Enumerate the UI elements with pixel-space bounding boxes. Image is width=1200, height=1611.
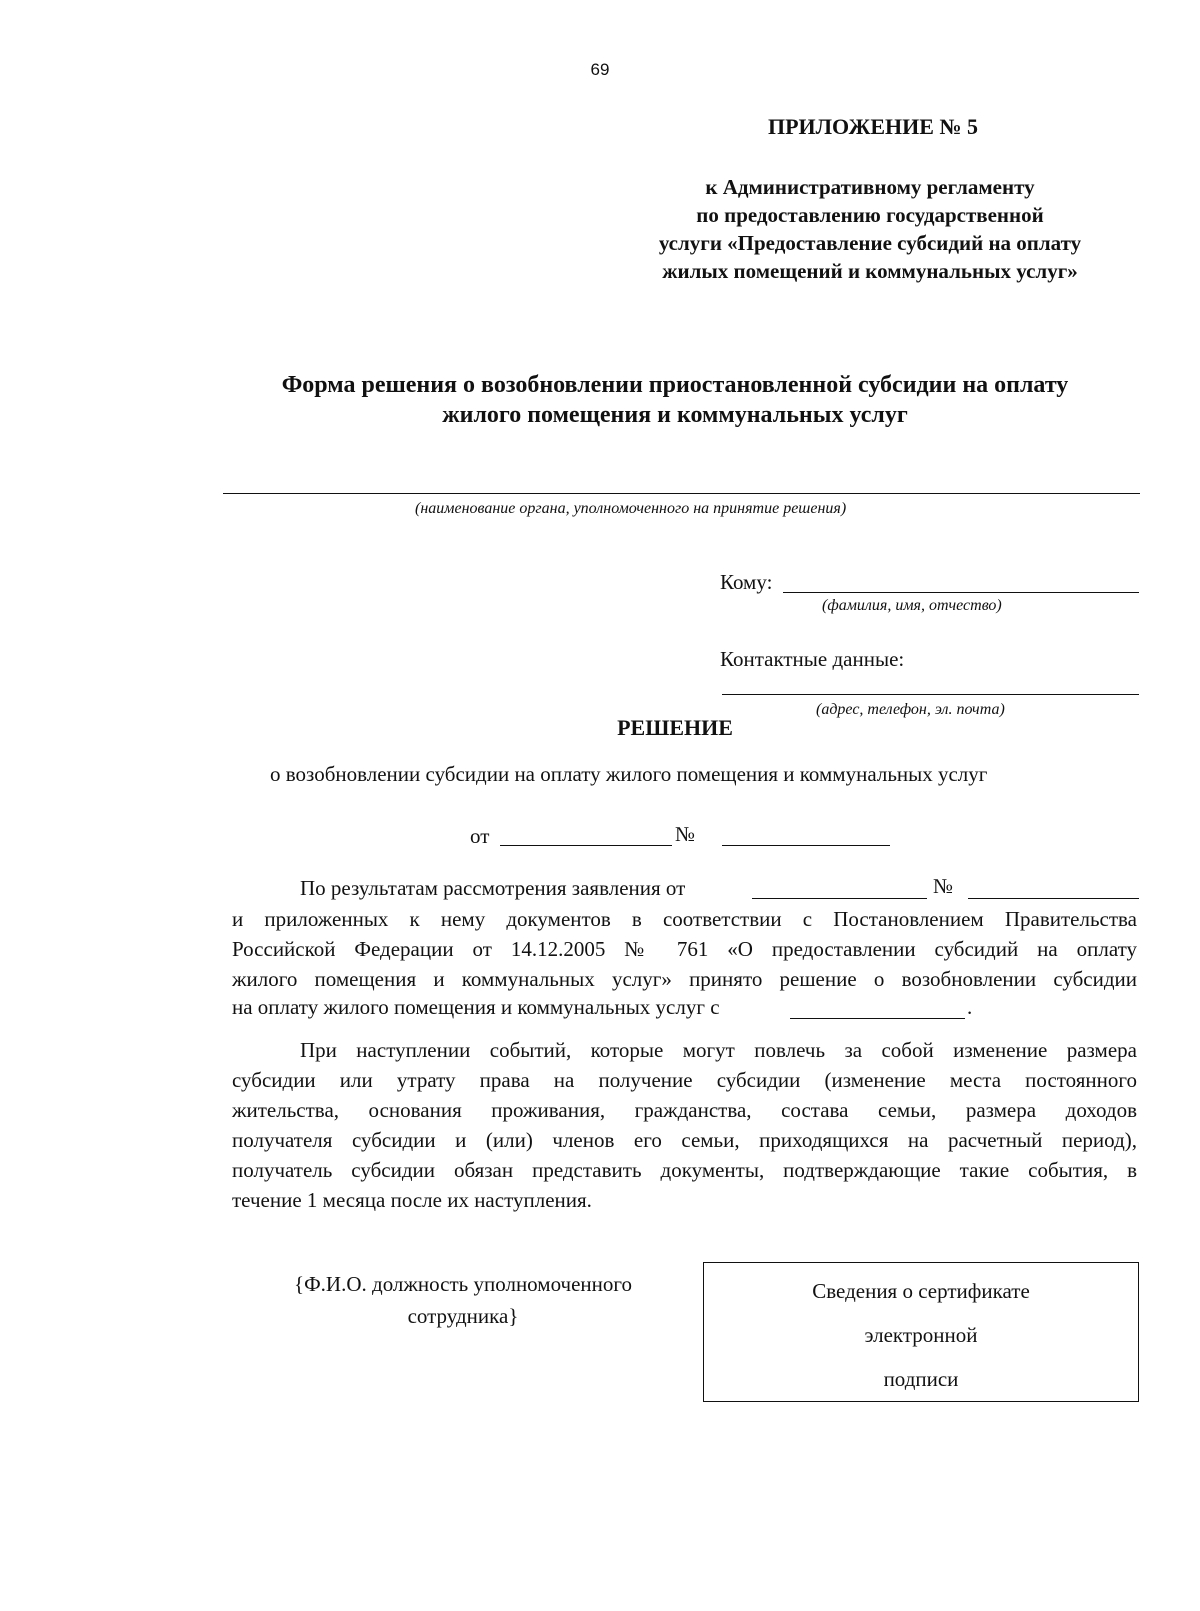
appendix-ref-line: к Административному регламенту	[705, 175, 1035, 199]
certificate-line: подписи	[883, 1367, 959, 1391]
decision-heading: РЕШЕНИЕ	[617, 715, 733, 740]
decision-date-label: от	[470, 824, 490, 848]
paragraph1-line: и приложенных к нему документов в соответствии с Постановлением Правительства	[232, 907, 1137, 931]
appendix-ref-line: жилых помещений и коммунальных услуг»	[662, 259, 1078, 283]
page-number: 69	[590, 60, 610, 79]
certificate-line: электронной	[864, 1323, 978, 1347]
application-number-label: №	[933, 874, 954, 898]
decision-number-field[interactable]	[722, 845, 890, 846]
appendix-title: ПРИЛОЖЕНИЕ № 5	[768, 114, 979, 139]
paragraph2-line: жительства, основания проживания, гражданства, состава семьи, размера доходов	[232, 1098, 1137, 1122]
application-number-field[interactable]	[968, 898, 1139, 899]
paragraph2-line: При наступлении событий, которые могут повлечь за собой изменение размера	[300, 1038, 1137, 1062]
paragraph2-line: получателя субсидии и (или) членов его семьи, приходящихся на расчетный период),	[232, 1128, 1137, 1152]
paragraph1-line: жилого помещения и коммунальных услуг» принято решение о возобновлении субсидии	[232, 967, 1137, 991]
contacts-caption: (адрес, телефон, эл. почта)	[816, 701, 1005, 718]
authority-caption: (наименование органа, уполномоченного на принятие решения)	[415, 500, 847, 517]
resume-date-field[interactable]	[790, 1018, 965, 1019]
application-date-field[interactable]	[752, 898, 927, 899]
paragraph1-line: на оплату жилого помещения и коммунальных услуг с	[232, 995, 720, 1019]
appendix-ref-line: услуги «Предоставление субсидий на оплату	[658, 231, 1082, 255]
contacts-field[interactable]	[722, 694, 1139, 695]
decision-date-field[interactable]	[500, 845, 672, 846]
form-title	[210, 370, 1140, 430]
paragraph2-line: течение 1 месяца после их наступления.	[232, 1188, 592, 1212]
authority-name-field[interactable]	[223, 493, 1140, 494]
official-signature-block	[268, 1268, 658, 1332]
certificate-line: Сведения о сертификате	[812, 1279, 1030, 1303]
official-line: сотрудника}	[407, 1304, 519, 1328]
form-title-line: Форма решения о возобновлении приостановленной субсидии на оплату	[281, 372, 1069, 398]
form-title-line: жилого помещения и коммунальных услуг	[442, 402, 908, 428]
contacts-label: Контактные данные:	[720, 647, 905, 671]
paragraph1-end: .	[967, 995, 973, 1019]
appendix-ref-line: по предоставлению государственной	[696, 203, 1044, 227]
paragraph2-line: получатель субсидии обязан представить документы, подтверждающие такие события, в	[232, 1158, 1137, 1182]
paragraph2-line: субсидии или утрату права на получение субсидии (изменение места постоянного	[232, 1068, 1137, 1092]
certificate-box	[703, 1262, 1139, 1402]
recipient-name-field[interactable]	[783, 592, 1139, 593]
decision-number-label: №	[675, 822, 696, 846]
official-line: {Ф.И.О. должность уполномоченного	[294, 1272, 632, 1296]
recipient-name-caption: (фамилия, имя, отчество)	[822, 597, 1002, 614]
paragraph1-body	[232, 904, 1137, 994]
paragraph1-line: Российской Федерации от 14.12.2005 № 761 «О предоставлении субсидий на оплату	[232, 937, 1137, 961]
paragraph1-start: По результатам рассмотрения заявления от	[300, 876, 686, 900]
to-label: Кому:	[720, 570, 773, 594]
appendix-reference	[600, 173, 1140, 285]
paragraph2-body	[232, 1035, 1137, 1215]
decision-subheading: о возобновлении субсидии на оплату жилого помещения и коммунальных услуг	[270, 762, 988, 786]
